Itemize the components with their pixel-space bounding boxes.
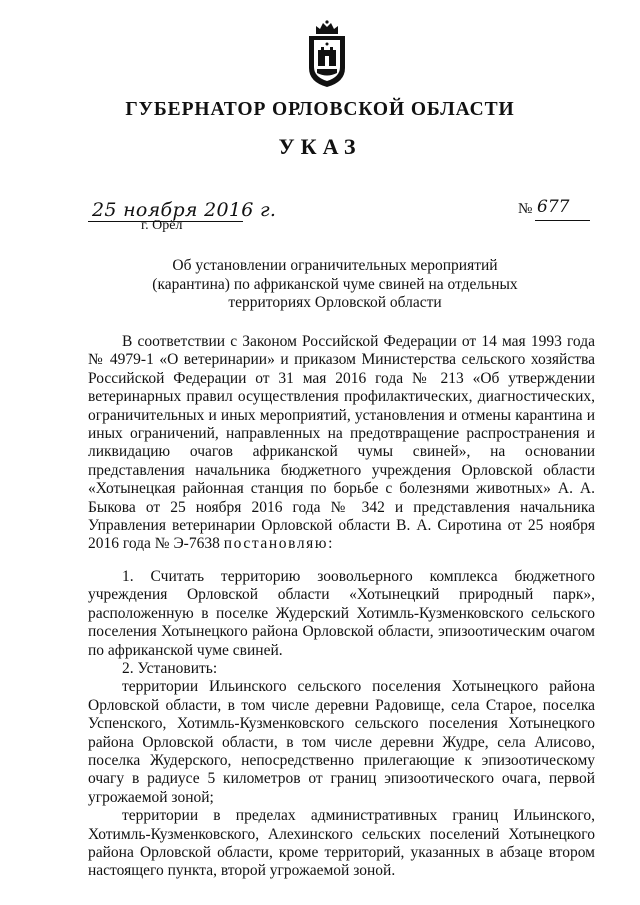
decree-body xyxy=(88,333,595,881)
number-underline xyxy=(535,220,590,221)
decree-word: постановляю: xyxy=(223,535,334,553)
subject-line: Об установлении ограничительных мероприятий xyxy=(172,257,498,274)
clause-1-paragraph: 1. Считать территорию зоовольерного комплекса бюджетного учреждения Орловской области «Хотынецкий природный парк», расположенную в поселке Жудерский Хотимль-Кузменковского сельского поселения Хотынецкого района Орловской области, эпизоотическим очагом по африканской чуме свиней. xyxy=(88,567,595,659)
preamble-paragraph xyxy=(88,333,595,554)
subject-line: территориях Орловской области xyxy=(228,294,442,311)
governor-title: ГУБЕРНАТОР ОРЛОВСКОЙ ОБЛАСТИ xyxy=(125,99,515,120)
preamble-text: В соответствии с Законом Российской Федерации от 14 мая 1993 года № 4979-1 «О ветеринарии» и приказом Министерства сельского хозяйства Российской Федерации от 31 мая 2016 года № 213 «Об утверждении ветеринарных правил осуществления профилактических, диагностических, ограничительных и иных мероприятий, установления и отмены карантина и иных ограничений, направленных на предотвращение распространения и ликвидацию очагов африканской чумы свиней», на основании представления начальника бюджетного учреждения Орловской области «Хотынецкая районная станция по борьбе с болезнями животных» А. А. Быкова от 25 ноября 2016 года № 342 и представления начальника Управления ветеринарии Орловской области В. А. Сиротина от 25 ноября 2016 года № Э-7638 xyxy=(88,333,595,553)
issue-city: г. Орёл xyxy=(141,218,183,233)
clause-2-second-zone: территории в пределах административных границ Ильинского, Хотимль-Кузменковского, Алехинского сельских поселений Хотынецкого района Орловской области, кроме территорий, указанных в абзаце втором настоящего пункта, второй угрожаемой зоной. xyxy=(88,807,595,880)
decree-number-label: № xyxy=(518,201,533,217)
subject-line: (карантина) по африканской чуме свиней на отдельных xyxy=(152,275,518,293)
decree-title: УКАЗ xyxy=(278,134,362,159)
decree-date: 25 ноября 2016 г. xyxy=(92,199,277,221)
clause-2-heading: 2. Установить: xyxy=(122,659,218,677)
orel-oblast-coat-of-arms-icon xyxy=(307,20,347,88)
clause-2-first-zone: территории Ильинского сельского поселения Хотынецкого района Орловской области, в том числе деревни Радовище, села Старое, поселка Успенского, Хотимль-Кузменковского сельского поселения Хотынецкого района Орловской области, в том числе деревни Жудре, села Алисово, поселка Жудерского, непосредственно прилегающие к эпизоотическому очагу в радиусе 5 километров от границ эпизоотического очага, первой угрожаемой зоной; xyxy=(88,678,595,806)
decree-subject xyxy=(0,257,640,313)
decree-number: 677 xyxy=(537,197,570,217)
